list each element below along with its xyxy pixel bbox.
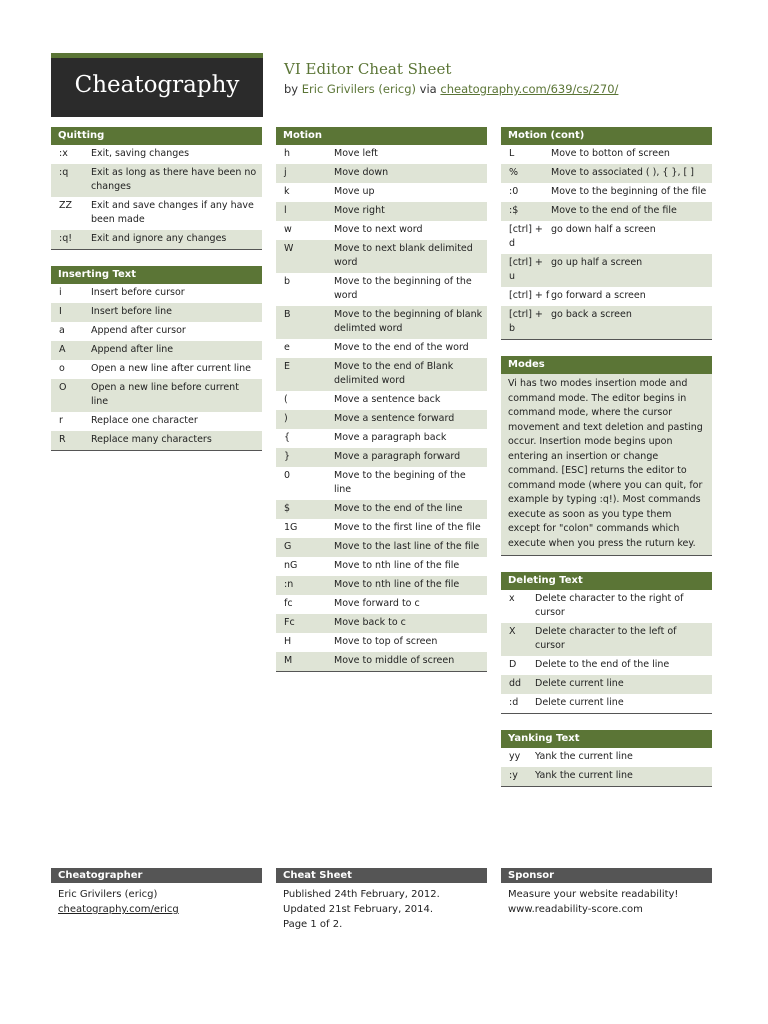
command-description: Move to the end of the line	[334, 503, 463, 514]
command-key: k	[284, 186, 290, 197]
rows	[51, 284, 262, 451]
command-description: Replace one character	[91, 415, 198, 426]
command-description: Move to next blank delimited word	[334, 243, 473, 268]
command-key: x	[509, 593, 515, 604]
command-description: Move a sentence back	[334, 394, 441, 405]
section-quitting	[51, 127, 262, 250]
table-row	[276, 273, 487, 306]
table-row	[51, 197, 262, 230]
table-row	[276, 183, 487, 202]
command-key: nG	[284, 560, 298, 571]
table-row	[51, 431, 262, 450]
table-row	[51, 341, 262, 360]
page-subtitle	[284, 82, 618, 96]
command-key: i	[59, 287, 62, 298]
command-key: :$	[509, 205, 519, 216]
command-description: Move to the last line of the file	[334, 541, 480, 552]
table-row	[501, 748, 712, 767]
command-key: D	[509, 659, 517, 670]
command-key: %	[509, 167, 519, 178]
table-row	[276, 557, 487, 576]
command-description: Exit and save changes if any have been made	[91, 200, 254, 225]
command-description: Move to the end of Blank delimited word	[334, 361, 454, 386]
table-row	[276, 145, 487, 164]
table-row	[51, 145, 262, 164]
command-description: Append after cursor	[91, 325, 186, 336]
table-row	[501, 694, 712, 713]
table-row	[276, 358, 487, 391]
cheatographer-link[interactable]: cheatography.com/ericg	[58, 904, 179, 915]
command-description: Move right	[334, 205, 385, 216]
updated-date: Updated 21st February, 2014.	[283, 904, 434, 915]
table-row	[276, 339, 487, 358]
footer-title: Sponsor	[501, 868, 712, 883]
command-description: Move to the begining of the line	[334, 470, 466, 495]
rows	[501, 590, 712, 714]
command-key: W	[284, 243, 294, 254]
command-key: ZZ	[59, 200, 73, 211]
rows	[501, 748, 712, 787]
command-description: Insert before line	[91, 306, 173, 317]
command-description: Exit as long as there have been no changes	[91, 167, 257, 192]
footer-cheatographer	[51, 868, 262, 917]
table-row	[501, 183, 712, 202]
command-description: Move to the beginning of the word	[334, 276, 472, 301]
command-description: Delete current line	[535, 697, 624, 708]
command-description: go back a screen	[551, 309, 632, 320]
command-description: Move a paragraph forward	[334, 451, 461, 462]
subtitle-by: by	[284, 82, 299, 96]
table-row	[501, 287, 712, 306]
footer-title: Cheatographer	[51, 868, 262, 883]
table-row	[276, 576, 487, 595]
command-key: (	[284, 394, 288, 405]
table-row	[276, 448, 487, 467]
table-row	[276, 391, 487, 410]
command-key: o	[59, 363, 65, 374]
table-row	[501, 656, 712, 675]
command-key: 0	[284, 470, 291, 481]
command-description: Delete current line	[535, 678, 624, 689]
footer-sponsor	[501, 868, 712, 917]
command-description: Move to the first line of the file	[334, 522, 481, 533]
table-row	[501, 675, 712, 694]
command-key: :d	[509, 697, 519, 708]
table-row	[276, 467, 487, 500]
command-description: go down half a screen	[551, 224, 656, 235]
table-row	[501, 623, 712, 656]
table-row	[276, 633, 487, 652]
command-key: H	[284, 636, 292, 647]
table-row	[276, 595, 487, 614]
command-key: yy	[509, 751, 521, 762]
command-description: Move to top of screen	[334, 636, 438, 647]
command-key: E	[284, 361, 291, 372]
command-key: e	[284, 342, 290, 353]
section-title: Yanking Text	[501, 730, 712, 748]
rows	[276, 145, 487, 672]
table-row	[276, 519, 487, 538]
command-description: Open a new line after current line	[91, 363, 251, 374]
command-key: :y	[509, 770, 518, 781]
command-key: dd	[509, 678, 522, 689]
sponsor-text: Measure your website readability!	[508, 889, 679, 900]
section-title: Inserting Text	[51, 266, 262, 284]
command-key: X	[509, 626, 516, 637]
table-row	[276, 410, 487, 429]
table-row	[51, 164, 262, 197]
table-row	[51, 230, 262, 249]
table-row	[51, 412, 262, 431]
command-description: Move to the beginning of blank delimted word	[334, 309, 483, 334]
table-row	[501, 254, 712, 287]
command-key: }	[284, 451, 291, 462]
command-description: Move to associated ( ), { }, [ ]	[551, 167, 694, 178]
command-key: l	[284, 205, 287, 216]
page-title: VI Editor Cheat Sheet	[284, 60, 452, 78]
command-description: Yank the current line	[535, 751, 633, 762]
command-description: Delete character to the right of cursor	[535, 593, 684, 618]
command-description: Move to botton of screen	[551, 148, 670, 159]
author-link[interactable]: Eric Grivilers (ericg)	[301, 82, 417, 96]
section-modes	[501, 356, 712, 556]
command-key: w	[284, 224, 292, 235]
table-row	[501, 221, 712, 254]
command-key: a	[59, 325, 65, 336]
command-description: Move to nth line of the file	[334, 579, 460, 590]
command-key: {	[284, 432, 291, 443]
command-key: [ctrl] + f	[509, 290, 550, 301]
published-date: Published 24th February, 2012.	[283, 889, 440, 900]
sponsor-link[interactable]: www.readability-score.com	[508, 904, 643, 915]
command-key: O	[59, 382, 67, 393]
page-number: Page 1 of 2.	[283, 919, 343, 930]
command-description: Move left	[334, 148, 378, 159]
command-key: [ctrl] + d	[509, 224, 543, 249]
table-row	[51, 322, 262, 341]
command-key: M	[284, 655, 293, 666]
column-2	[276, 127, 487, 688]
section-inserting-text	[51, 266, 262, 451]
table-row	[276, 306, 487, 339]
table-row	[276, 538, 487, 557]
subtitle-via: via	[419, 82, 437, 96]
table-row	[51, 303, 262, 322]
table-row	[501, 590, 712, 623]
command-key: :0	[509, 186, 519, 197]
section-title: Motion	[276, 127, 487, 145]
section-title: Motion (cont)	[501, 127, 712, 145]
command-key: Fc	[284, 617, 295, 628]
table-row	[51, 379, 262, 412]
sheet-url-link[interactable]: cheatography.com/639/cs/270/	[440, 82, 619, 96]
command-description: Move down	[334, 167, 389, 178]
command-key: r	[59, 415, 63, 426]
column-3	[501, 127, 712, 803]
table-row	[501, 164, 712, 183]
command-description: Delete to the end of the line	[535, 659, 670, 670]
column-1	[51, 127, 262, 467]
command-key: $	[284, 503, 291, 514]
table-row	[501, 202, 712, 221]
table-row	[276, 614, 487, 633]
command-key: b	[284, 276, 291, 287]
table-row	[501, 306, 712, 339]
command-key: :q	[59, 167, 69, 178]
table-row	[276, 221, 487, 240]
command-key: [ctrl] + b	[509, 309, 543, 334]
command-description: Open a new line before current line	[91, 382, 239, 407]
command-description: go up half a screen	[551, 257, 643, 268]
command-description: Move to next word	[334, 224, 423, 235]
command-description: Move to nth line of the file	[334, 560, 460, 571]
command-key: 1G	[284, 522, 298, 533]
command-key: A	[59, 344, 66, 355]
command-description: Exit, saving changes	[91, 148, 190, 159]
footer-cheat-sheet	[276, 868, 487, 932]
command-key: L	[509, 148, 515, 159]
command-description: Delete character to the left of cursor	[535, 626, 677, 651]
rows	[51, 145, 262, 250]
command-description: Exit and ignore any changes	[91, 233, 227, 244]
command-description: Replace many characters	[91, 434, 212, 445]
command-description: Insert before cursor	[91, 287, 185, 298]
command-key: [ctrl] + u	[509, 257, 543, 282]
table-row	[276, 429, 487, 448]
section-yanking-text	[501, 730, 712, 787]
command-description: Move up	[334, 186, 375, 197]
command-key: G	[284, 541, 292, 552]
command-key: )	[284, 413, 288, 424]
command-description: Move to the end of the file	[551, 205, 677, 216]
table-row	[276, 164, 487, 183]
command-key: :n	[284, 579, 294, 590]
command-key: h	[284, 148, 291, 159]
table-row	[501, 145, 712, 164]
logo-text: Cheatography	[74, 72, 240, 98]
section-deleting-text	[501, 572, 712, 714]
command-description: Move forward to c	[334, 598, 420, 609]
section-motion	[276, 127, 487, 672]
cheatography-logo[interactable]	[51, 53, 263, 117]
section-title: Quitting	[51, 127, 262, 145]
command-key: R	[59, 434, 66, 445]
table-row	[276, 500, 487, 519]
command-key: :q!	[59, 233, 73, 244]
table-row	[501, 767, 712, 786]
command-description: Move to middle of screen	[334, 655, 455, 666]
table-row	[276, 202, 487, 221]
cheatographer-name: Eric Grivilers (ericg)	[58, 889, 158, 900]
table-row	[51, 360, 262, 379]
modes-text: Vi has two modes insertion mode and command mode. The editor begins in command mode, where the cursor movement and text deletion and pasting occur. Insertion mode begins upon entering an insertion or change command. [ESC] returns the editor to command mode (where you can quit, for example by typing :q!). Most commands execute as soon as you type them except for "colon" commands which execute when you press the ruturn key.	[501, 374, 712, 556]
command-description: Move to the beginning of the file	[551, 186, 707, 197]
command-description: Move a sentence forward	[334, 413, 455, 424]
command-key: B	[284, 309, 291, 320]
command-description: go forward a screen	[551, 290, 646, 301]
footer-title: Cheat Sheet	[276, 868, 487, 883]
rows	[501, 145, 712, 340]
section-motion-cont	[501, 127, 712, 340]
table-row	[276, 240, 487, 273]
command-key: :x	[59, 148, 68, 159]
command-description: Move back to c	[334, 617, 406, 628]
section-title: Deleting Text	[501, 572, 712, 590]
command-key: I	[59, 306, 62, 317]
table-row	[51, 284, 262, 303]
command-description: Append after line	[91, 344, 174, 355]
command-key: fc	[284, 598, 293, 609]
command-key: j	[284, 167, 287, 178]
table-row	[276, 652, 487, 671]
section-title: Modes	[501, 356, 712, 374]
command-description: Move a paragraph back	[334, 432, 447, 443]
command-description: Move to the end of the word	[334, 342, 469, 353]
command-description: Yank the current line	[535, 770, 633, 781]
